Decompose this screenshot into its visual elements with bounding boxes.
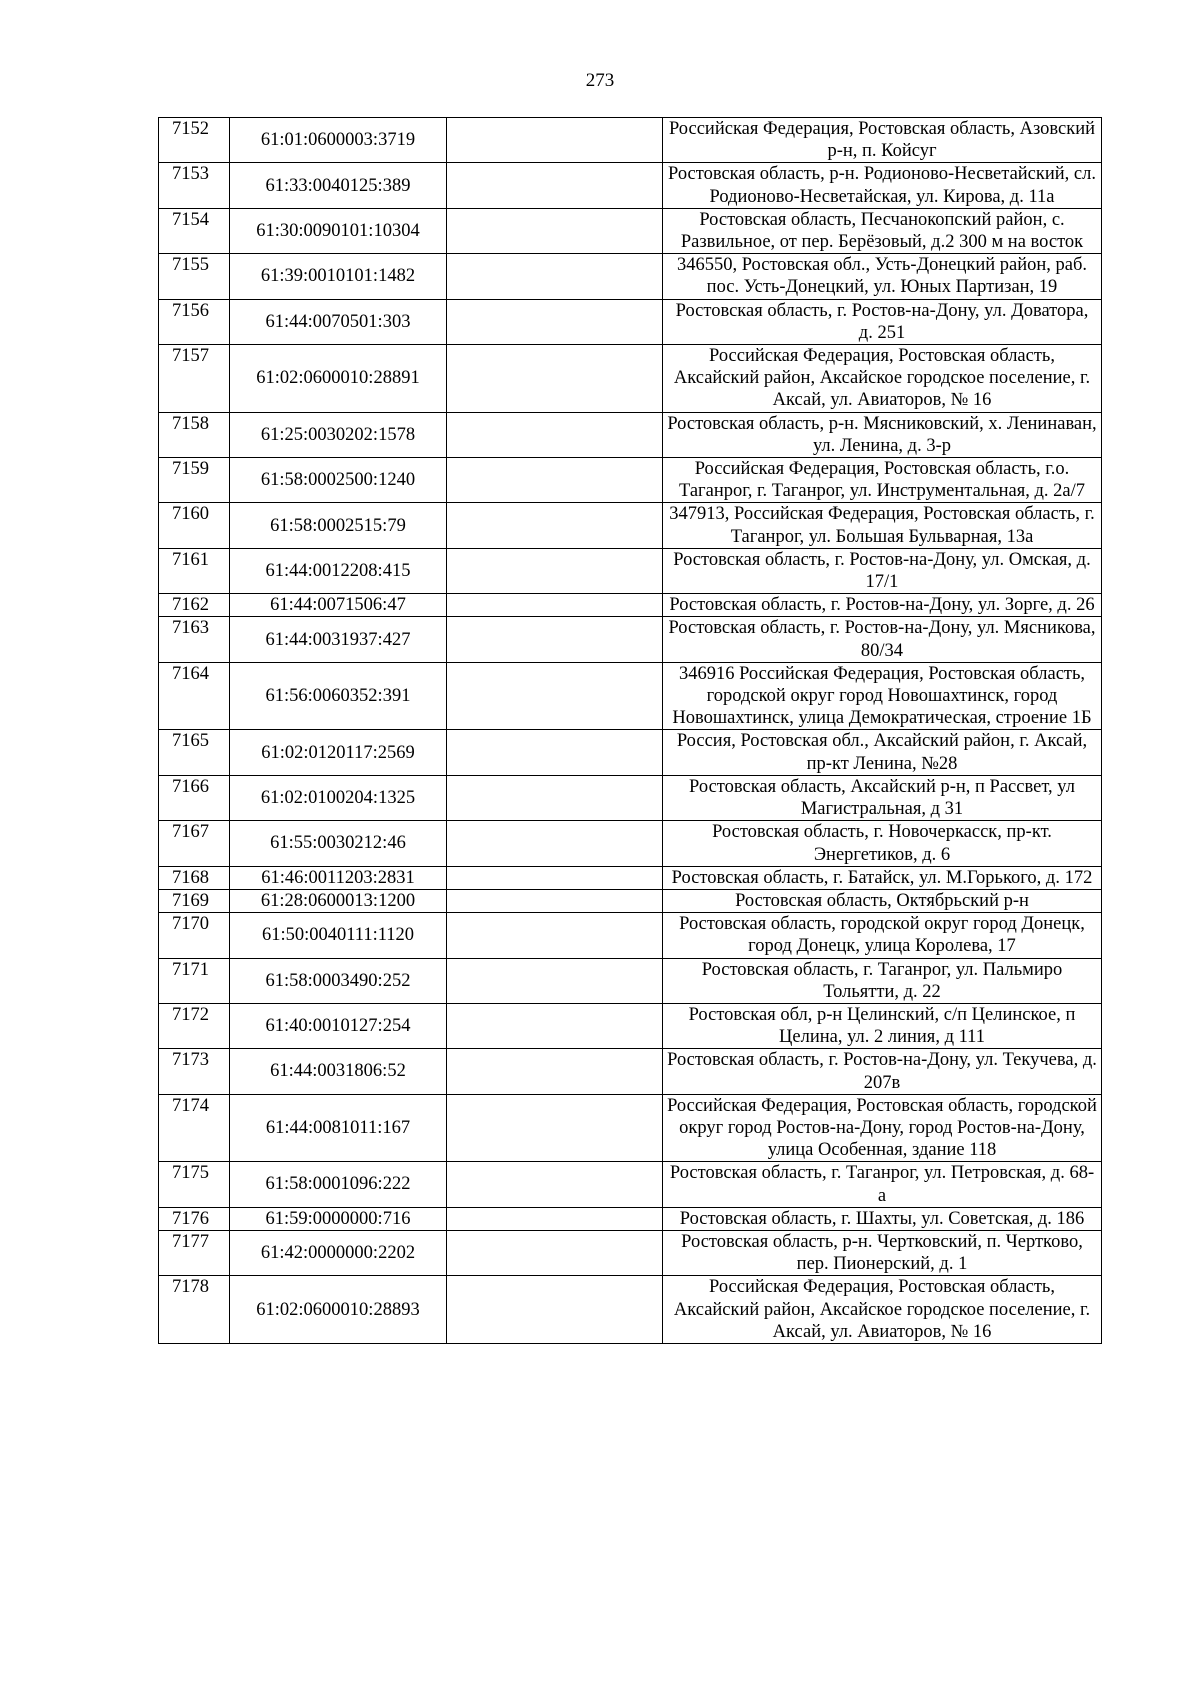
table-row: [159, 730, 1102, 775]
cadastral-number: 61:44:0012208:415: [230, 548, 447, 593]
row-number: 7167: [159, 821, 230, 866]
cadastral-number: 61:02:0100204:1325: [230, 775, 447, 820]
row-number: 7155: [159, 254, 230, 299]
table-row: [159, 1162, 1102, 1207]
cadastral-number: 61:42:0000000:2202: [230, 1230, 447, 1275]
registry-table: [158, 117, 1102, 1344]
row-number: 7161: [159, 548, 230, 593]
cadastral-number: 61:33:0040125:389: [230, 163, 447, 208]
cadastral-number: 61:44:0031806:52: [230, 1049, 447, 1094]
row-number: 7153: [159, 163, 230, 208]
table-row: [159, 617, 1102, 662]
empty-cell: [447, 118, 663, 163]
table-row: [159, 889, 1102, 912]
table-row: [159, 1276, 1102, 1344]
empty-cell: [447, 548, 663, 593]
table-row: [159, 866, 1102, 889]
cadastral-number: 61:59:0000000:716: [230, 1207, 447, 1230]
row-number: 7176: [159, 1207, 230, 1230]
cadastral-number: 61:50:0040111:1120: [230, 913, 447, 958]
empty-cell: [447, 730, 663, 775]
address: 347913, Российская Федерация, Ростовская область, г. Таганрог, ул. Большая Бульварная, 13а: [663, 503, 1102, 548]
address: Российская Федерация, Ростовская область, городской округ город Ростов-на-Дону, город Ростов-на-Дону, улица Особенная, здание 118: [663, 1094, 1102, 1162]
cadastral-number: 61:58:0002515:79: [230, 503, 447, 548]
empty-cell: [447, 958, 663, 1003]
row-number: 7177: [159, 1230, 230, 1275]
empty-cell: [447, 163, 663, 208]
row-number: 7169: [159, 889, 230, 912]
address: Ростовская область, г. Батайск, ул. М.Горького, д. 172: [663, 866, 1102, 889]
address: Ростовская область, г. Ростов-на-Дону, ул. Доватора, д. 251: [663, 299, 1102, 344]
address: Российская Федерация, Ростовская область, Аксайский район, Аксайское городское поселение, г. Аксай, ул. Авиаторов, № 16: [663, 1276, 1102, 1344]
table-row: [159, 412, 1102, 457]
address: Ростовская область, г. Таганрог, ул. Петровская, д. 68-а: [663, 1162, 1102, 1207]
cadastral-number: 61:44:0031937:427: [230, 617, 447, 662]
row-number: 7175: [159, 1162, 230, 1207]
empty-cell: [447, 254, 663, 299]
empty-cell: [447, 1230, 663, 1275]
row-number: 7164: [159, 662, 230, 730]
cadastral-number: 61:02:0600010:28891: [230, 345, 447, 413]
empty-cell: [447, 412, 663, 457]
table-row: [159, 1003, 1102, 1048]
address: Ростовская область, р-н. Чертковский, п. Чертково, пер. Пионерский, д. 1: [663, 1230, 1102, 1275]
address: Ростовская обл, р-н Целинский, с/п Целинское, п Целина, ул. 2 линия, д 111: [663, 1003, 1102, 1048]
row-number: 7170: [159, 913, 230, 958]
row-number: 7160: [159, 503, 230, 548]
empty-cell: [447, 775, 663, 820]
row-number: 7172: [159, 1003, 230, 1048]
table-row: [159, 1094, 1102, 1162]
address: Ростовская область, р-н. Родионово-Несветайский, сл. Родионово-Несветайская, ул. Кирова, д. 11а: [663, 163, 1102, 208]
address: Ростовская область, г. Таганрог, ул. Пальмиро Тольятти, д. 22: [663, 958, 1102, 1003]
cadastral-number: 61:44:0071506:47: [230, 594, 447, 617]
table-row: [159, 1230, 1102, 1275]
table-row: [159, 1207, 1102, 1230]
address: Ростовская область, Аксайский р-н, п Рассвет, ул Магистральная, д 31: [663, 775, 1102, 820]
row-number: 7158: [159, 412, 230, 457]
table-row: [159, 299, 1102, 344]
address: 346550, Ростовская обл., Усть-Донецкий район, раб. пос. Усть-Донецкий, ул. Юных Партизан, 19: [663, 254, 1102, 299]
table-row: [159, 958, 1102, 1003]
cadastral-number: 61:28:0600013:1200: [230, 889, 447, 912]
row-number: 7156: [159, 299, 230, 344]
table-row: [159, 913, 1102, 958]
address: Ростовская область, городской округ город Донецк, город Донецк, улица Королева, 17: [663, 913, 1102, 958]
address: Российская Федерация, Ростовская область, г.о. Таганрог, г. Таганрог, ул. Инструментальная, д. 2а/7: [663, 458, 1102, 503]
address: Ростовская область, г. Ростов-на-Дону, ул. Зорге, д. 26: [663, 594, 1102, 617]
empty-cell: [447, 1094, 663, 1162]
row-number: 7171: [159, 958, 230, 1003]
table-row: [159, 548, 1102, 593]
address: Ростовская область, г. Новочеркасск, пр-кт. Энергетиков, д. 6: [663, 821, 1102, 866]
registry-table-body: [159, 118, 1102, 1344]
empty-cell: [447, 1003, 663, 1048]
row-number: 7178: [159, 1276, 230, 1344]
cadastral-number: 61:44:0070501:303: [230, 299, 447, 344]
empty-cell: [447, 1162, 663, 1207]
row-number: 7168: [159, 866, 230, 889]
row-number: 7163: [159, 617, 230, 662]
table-row: [159, 345, 1102, 413]
address: Ростовская область, г. Шахты, ул. Советская, д. 186: [663, 1207, 1102, 1230]
table-row: [159, 1049, 1102, 1094]
empty-cell: [447, 345, 663, 413]
cadastral-number: 61:40:0010127:254: [230, 1003, 447, 1048]
row-number: 7152: [159, 118, 230, 163]
cadastral-number: 61:30:0090101:10304: [230, 208, 447, 253]
table-row: [159, 163, 1102, 208]
table-row: [159, 458, 1102, 503]
cadastral-number: 61:46:0011203:2831: [230, 866, 447, 889]
empty-cell: [447, 1276, 663, 1344]
address: Ростовская область, г. Ростов-на-Дону, ул. Мясникова, 80/34: [663, 617, 1102, 662]
row-number: 7157: [159, 345, 230, 413]
empty-cell: [447, 1207, 663, 1230]
row-number: 7165: [159, 730, 230, 775]
empty-cell: [447, 299, 663, 344]
cadastral-number: 61:58:0003490:252: [230, 958, 447, 1003]
page-number: 273: [585, 70, 615, 91]
cadastral-number: 61:39:0010101:1482: [230, 254, 447, 299]
cadastral-number: 61:55:0030212:46: [230, 821, 447, 866]
address: Ростовская область, Песчанокопский район, с. Развильное, от пер. Берёзовый, д.2 300 м на восток: [663, 208, 1102, 253]
table-row: [159, 503, 1102, 548]
cadastral-number: 61:02:0120117:2569: [230, 730, 447, 775]
empty-cell: [447, 1049, 663, 1094]
table-row: [159, 775, 1102, 820]
empty-cell: [447, 913, 663, 958]
table-row: [159, 662, 1102, 730]
row-number: 7162: [159, 594, 230, 617]
row-number: 7159: [159, 458, 230, 503]
empty-cell: [447, 208, 663, 253]
address: Ростовская область, г. Ростов-на-Дону, ул. Текучева, д. 207в: [663, 1049, 1102, 1094]
address: Ростовская область, р-н. Мясниковский, х. Ленинаван, ул. Ленина, д. 3-р: [663, 412, 1102, 457]
cadastral-number: 61:02:0600010:28893: [230, 1276, 447, 1344]
row-number: 7166: [159, 775, 230, 820]
address: 346916 Российская Федерация, Ростовская область, городской округ город Новошахтинск, город Новошахтинск, улица Демократическая, строение 1Б: [663, 662, 1102, 730]
cadastral-number: 61:44:0081011:167: [230, 1094, 447, 1162]
address: Ростовская область, г. Ростов-на-Дону, ул. Омская, д. 17/1: [663, 548, 1102, 593]
empty-cell: [447, 889, 663, 912]
cadastral-number: 61:25:0030202:1578: [230, 412, 447, 457]
cadastral-number: 61:56:0060352:391: [230, 662, 447, 730]
cadastral-number: 61:58:0002500:1240: [230, 458, 447, 503]
row-number: 7174: [159, 1094, 230, 1162]
address: Ростовская область, Октябрьский р-н: [663, 889, 1102, 912]
empty-cell: [447, 503, 663, 548]
address: Российская Федерация, Ростовская область, Аксайский район, Аксайское городское поселение, г. Аксай, ул. Авиаторов, № 16: [663, 345, 1102, 413]
cadastral-number: 61:58:0001096:222: [230, 1162, 447, 1207]
empty-cell: [447, 617, 663, 662]
table-row: [159, 118, 1102, 163]
table-row: [159, 254, 1102, 299]
address: Россия, Ростовская обл., Аксайский район, г. Аксай, пр-кт Ленина, №28: [663, 730, 1102, 775]
table-row: [159, 594, 1102, 617]
empty-cell: [447, 821, 663, 866]
table-row: [159, 821, 1102, 866]
row-number: 7173: [159, 1049, 230, 1094]
empty-cell: [447, 866, 663, 889]
table-row: [159, 208, 1102, 253]
address: Российская Федерация, Ростовская область, Азовский р-н, п. Койсуг: [663, 118, 1102, 163]
empty-cell: [447, 594, 663, 617]
empty-cell: [447, 458, 663, 503]
row-number: 7154: [159, 208, 230, 253]
empty-cell: [447, 662, 663, 730]
cadastral-number: 61:01:0600003:3719: [230, 118, 447, 163]
